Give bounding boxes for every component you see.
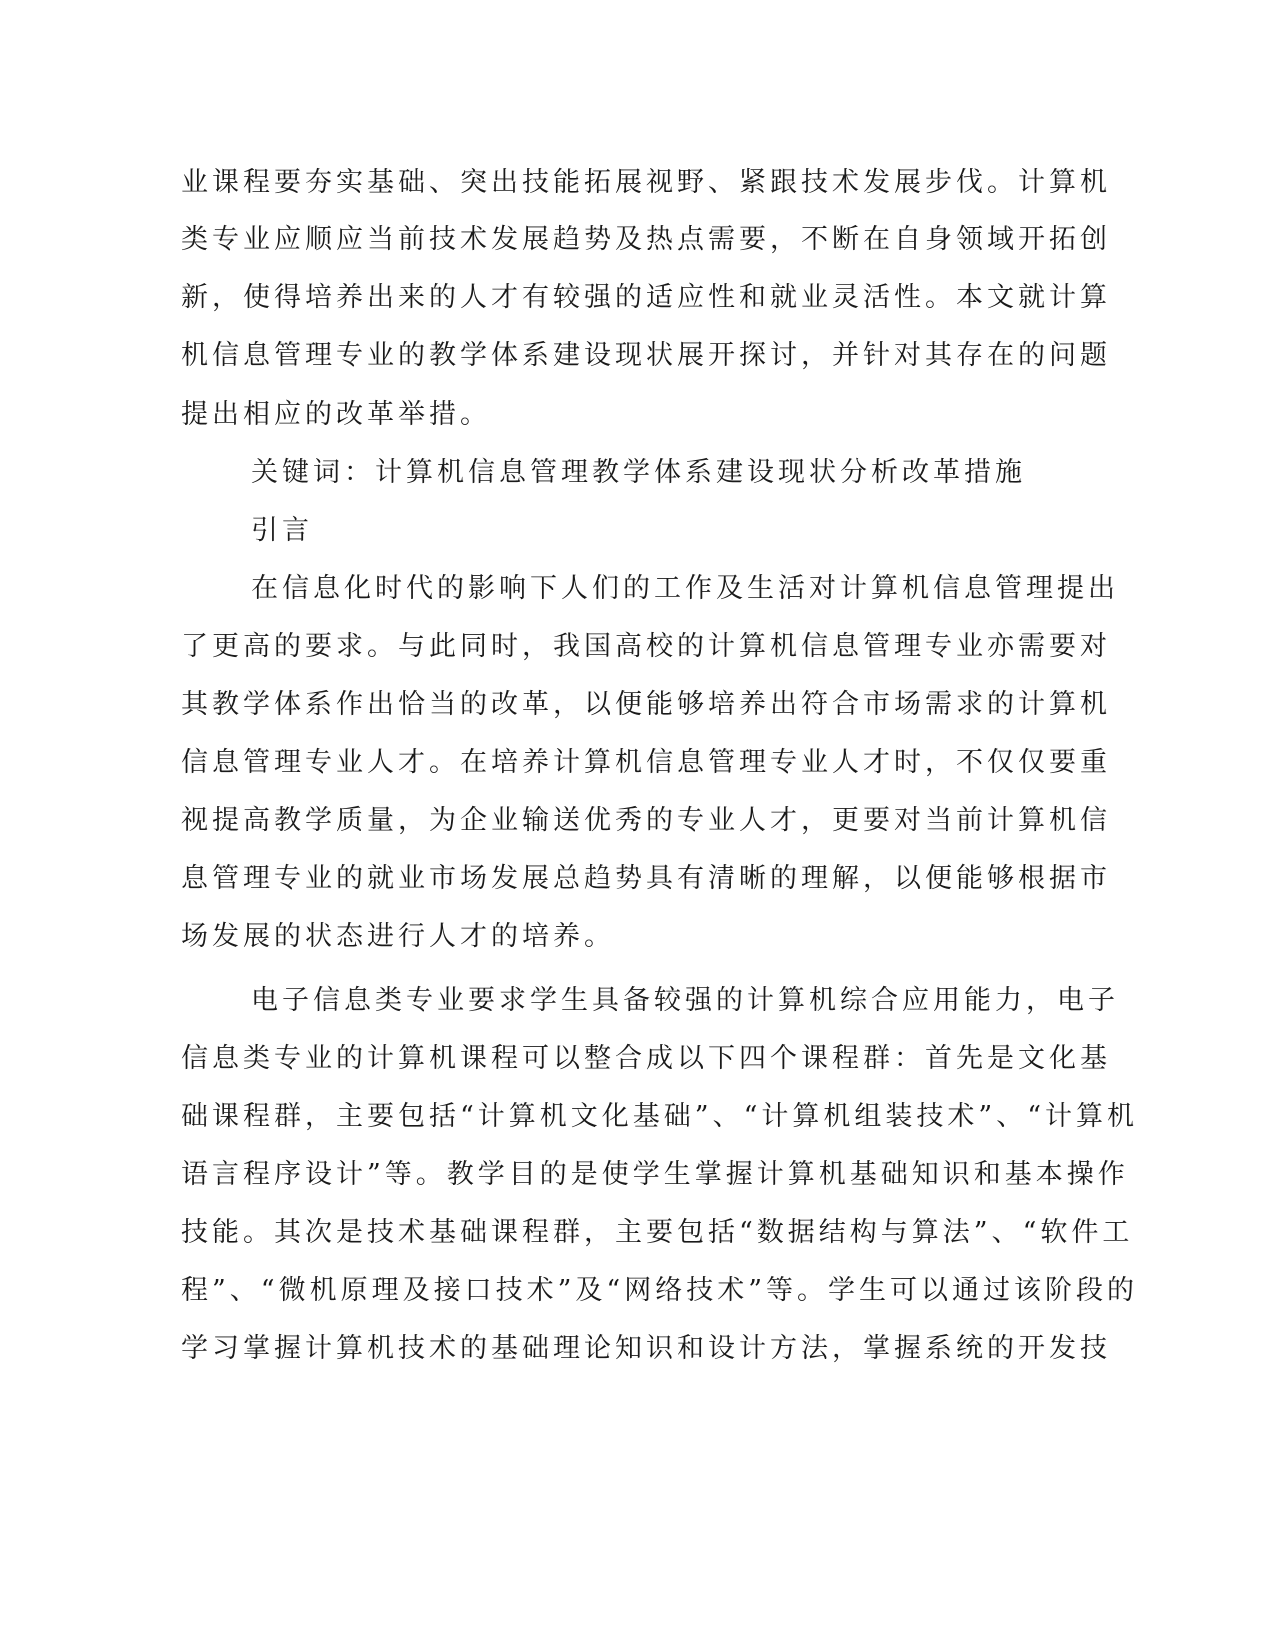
abstract-line: 机信息管理专业的教学体系建设现状展开探讨，并针对其存在的问题 — [181, 340, 1111, 371]
paragraph-line: 其教学体系作出恰当的改革，以便能够培养出符合市场需求的计算机 — [181, 689, 1111, 720]
paragraph-line: 信息类专业的计算机课程可以整合成以下四个课程群：首先是文化基 — [181, 1043, 1111, 1074]
paragraph-line: 程”、“微机原理及接口技术”及“网络技术”等。学生可以通过该阶段的 — [181, 1275, 1139, 1306]
paragraph-line: 电子信息类专业要求学生具备较强的计算机综合应用能力，电子 — [251, 985, 1119, 1016]
paragraph-line: 了更高的要求。与此同时，我国高校的计算机信息管理专业亦需要对 — [181, 631, 1111, 662]
paragraph-line: 础课程群，主要包括“计算机文化基础”、“计算机组装技术”、“计算机 — [181, 1101, 1139, 1132]
paragraph-line: 视提高教学质量，为企业输送优秀的专业人才，更要对当前计算机信 — [181, 805, 1111, 836]
abstract-line: 类专业应顺应当前技术发展趋势及热点需要，不断在自身领域开拓创 — [181, 224, 1111, 255]
section-title: 引言 — [251, 515, 313, 546]
keywords-line: 关键词：计算机信息管理教学体系建设现状分析改革措施 — [251, 457, 1026, 488]
paragraph-line: 场发展的状态进行人才的培养。 — [181, 921, 615, 952]
abstract-line: 业课程要夯实基础、突出技能拓展视野、紧跟技术发展步伐。计算机 — [181, 167, 1111, 198]
paragraph-line: 语言程序设计”等。教学目的是使学生掌握计算机基础知识和基本操作 — [181, 1159, 1129, 1190]
paragraph-line: 信息管理专业人才。在培养计算机信息管理专业人才时，不仅仅要重 — [181, 747, 1111, 778]
paragraph-line: 在信息化时代的影响下人们的工作及生活对计算机信息管理提出 — [251, 573, 1119, 604]
paragraph-line: 息管理专业的就业市场发展总趋势具有清晰的理解，以便能够根据市 — [181, 863, 1111, 894]
paragraph-line: 技能。其次是技术基础课程群，主要包括“数据结构与算法”、“软件工 — [181, 1217, 1134, 1248]
abstract-line: 提出相应的改革举措。 — [181, 399, 491, 430]
abstract-line: 新，使得培养出来的人才有较强的适应性和就业灵活性。本文就计算 — [181, 282, 1111, 313]
paragraph-line: 学习掌握计算机技术的基础理论知识和设计方法，掌握系统的开发技 — [181, 1333, 1111, 1364]
